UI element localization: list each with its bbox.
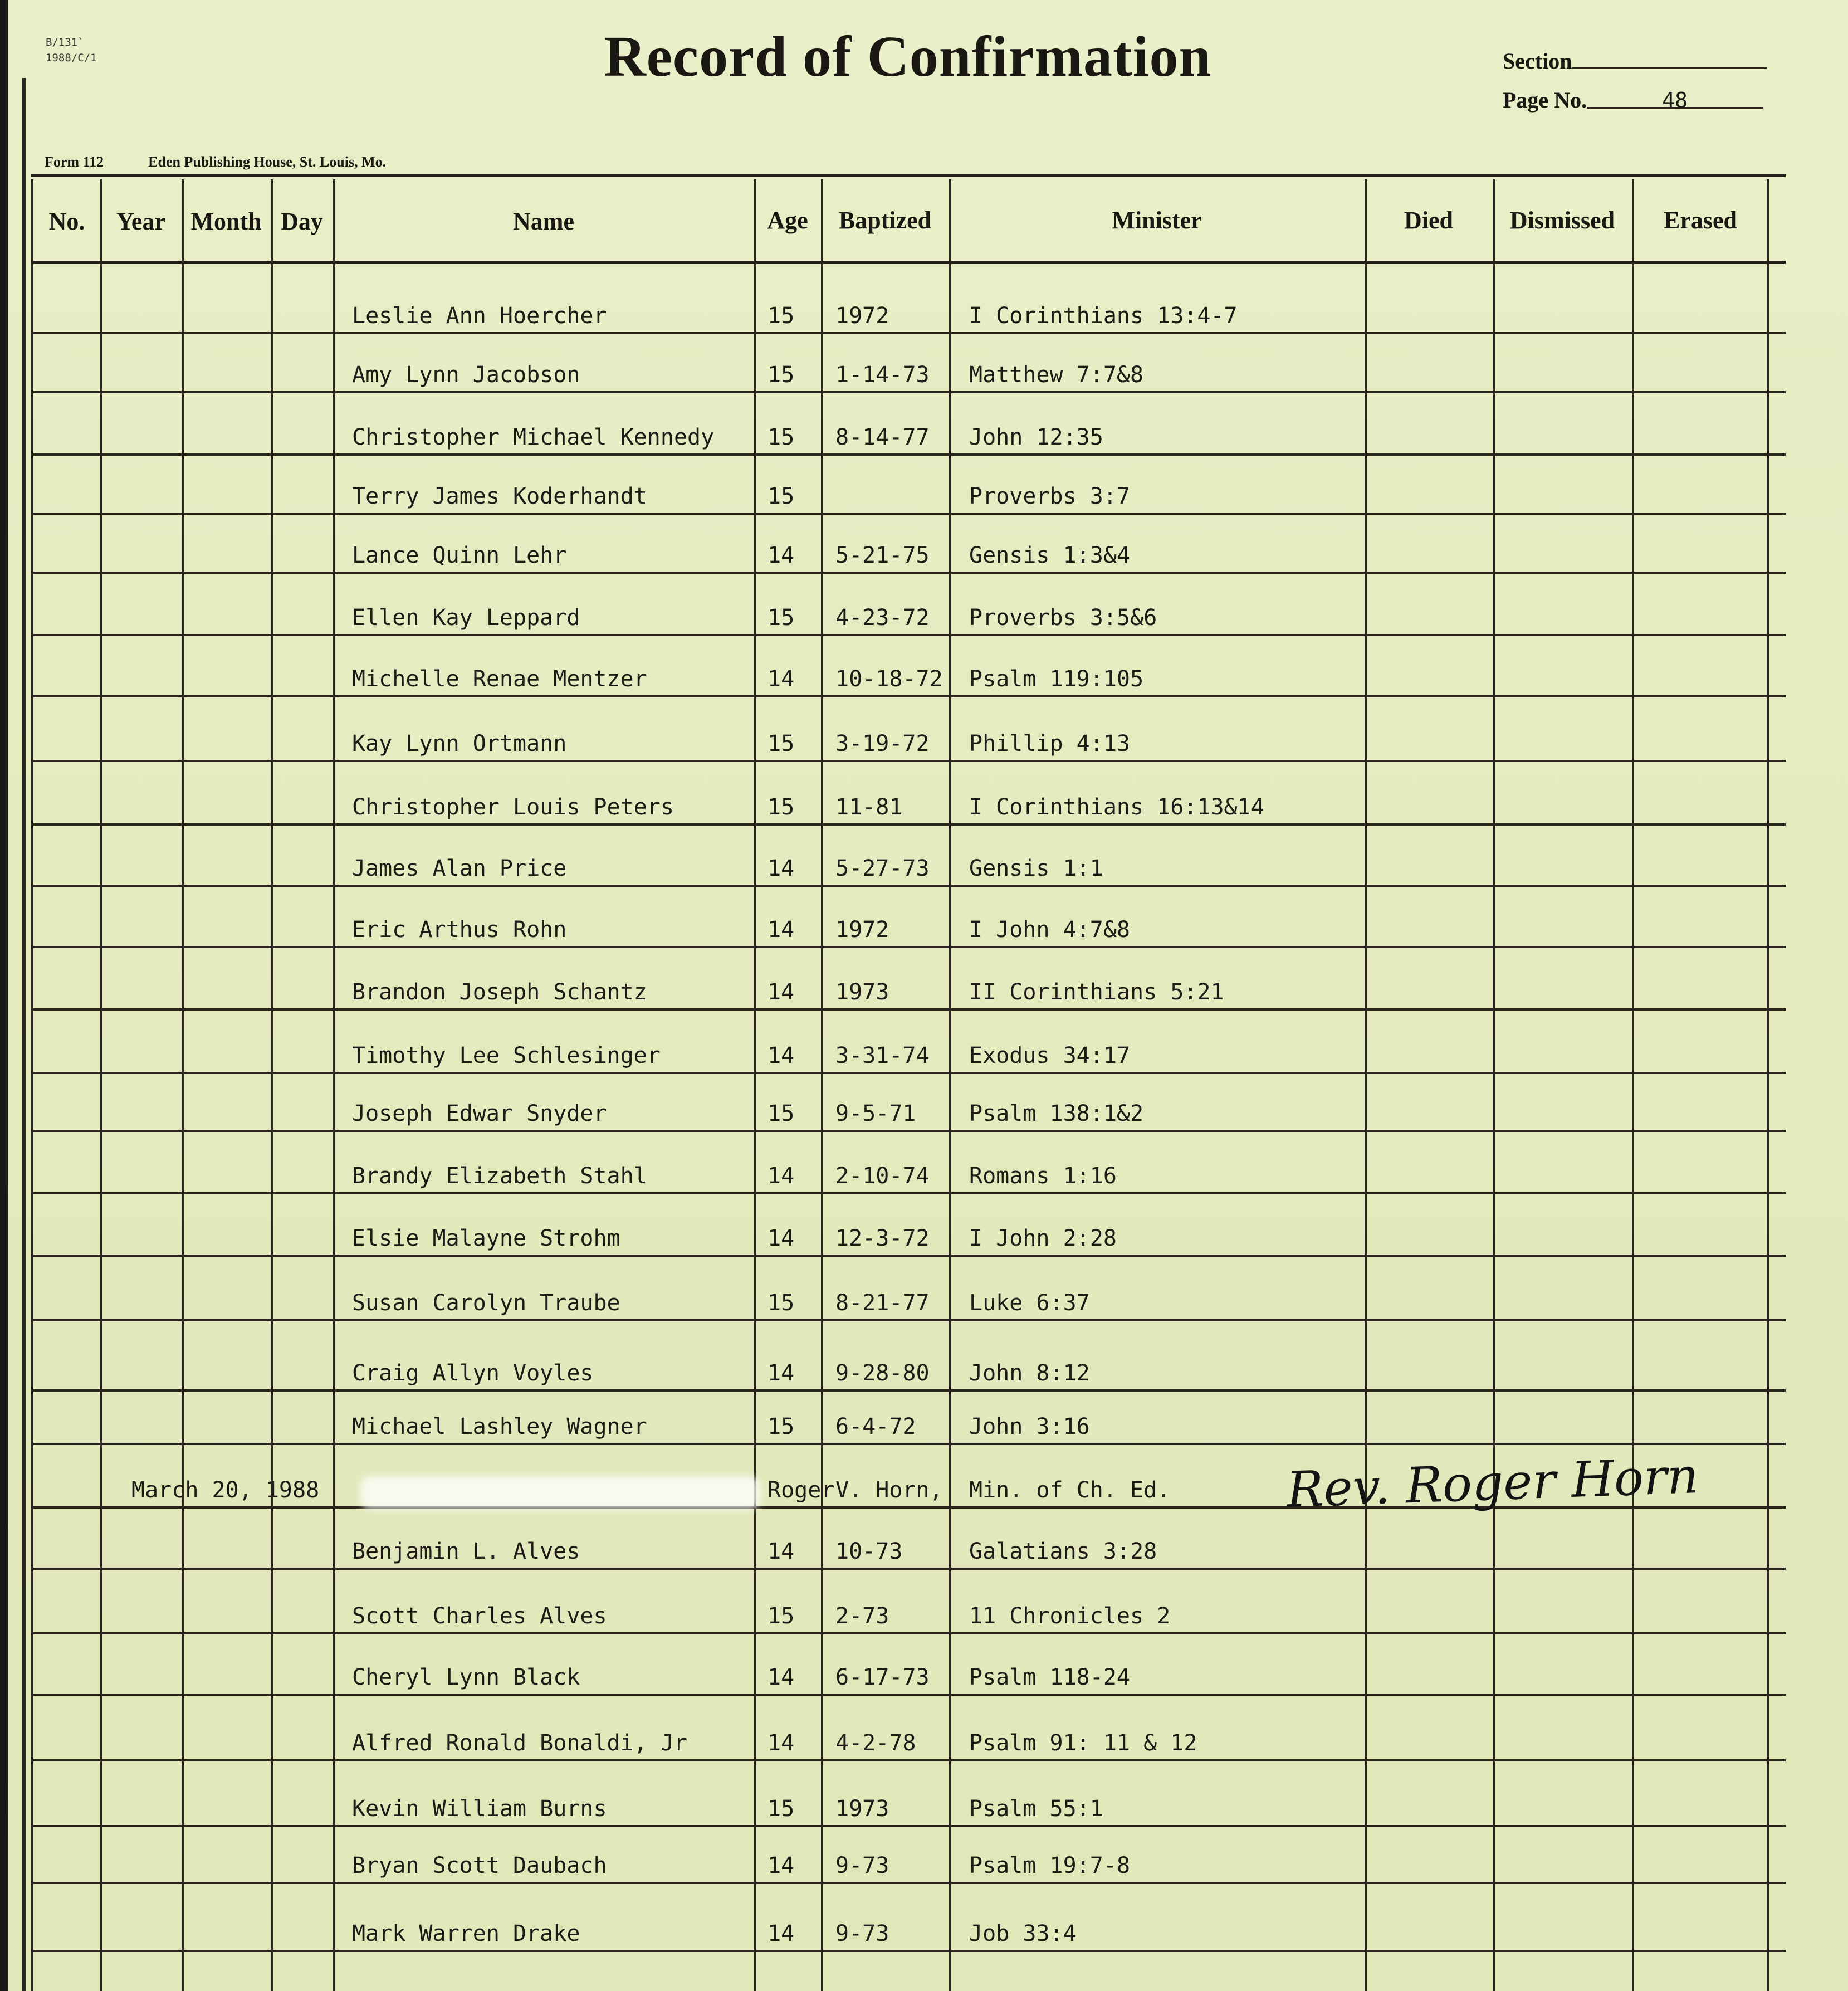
table-row (0, 1321, 1848, 1392)
confirmation-verse: Proverbs 3:5&6 (969, 605, 1157, 631)
archive-code-2: 1988/C/1 (46, 52, 97, 64)
baptism-date: 4-2-78 (835, 1730, 916, 1756)
baptism-date: 2-73 (835, 1603, 889, 1629)
confirmand-name: Leslie Ann Hoercher (352, 303, 607, 329)
table-row (0, 1827, 1848, 1884)
confirmand-name: Amy Lynn Jacobson (352, 362, 580, 388)
confirmation-verse: Psalm 91: 11 & 12 (969, 1730, 1197, 1756)
table-row (0, 1194, 1848, 1257)
baptism-date: 8-14-77 (835, 424, 930, 450)
table-row (0, 636, 1848, 697)
confirmand-name: Kay Lynn Ortmann (352, 731, 567, 757)
confirmand-age: 15 (767, 605, 795, 631)
confirmand-name: Mark Warren Drake (352, 1921, 580, 1946)
page-title: Record of Confirmation (604, 25, 1212, 89)
confirmation-verse: Gensis 1:3&4 (969, 543, 1130, 568)
confirmation-verse: Job 33:4 (969, 1921, 1077, 1946)
table-row (0, 887, 1848, 948)
confirmand-age: 15 (767, 1414, 795, 1439)
minister-signature: Rev. Roger Horn (1285, 1447, 1700, 1519)
baptism-date: 1972 (835, 303, 889, 329)
table-row (0, 1257, 1848, 1321)
confirmand-age: Roger (767, 1477, 835, 1503)
table-row (0, 1761, 1848, 1827)
form-number: Form 112 (45, 154, 104, 170)
confirmation-verse: I Corinthians 13:4-7 (969, 303, 1238, 329)
col-header-year: Year (116, 207, 165, 235)
confirmand-age: 15 (767, 362, 795, 388)
confirmation-verse: Exodus 34:17 (969, 1043, 1130, 1068)
baptism-date: 8-21-77 (835, 1290, 930, 1316)
confirmation-verse: Proverbs 3:7 (969, 484, 1130, 509)
confirmation-verse: I Corinthians 16:13&14 (969, 794, 1264, 820)
confirmation-verse: Matthew 7:7&8 (969, 362, 1144, 388)
confirmation-verse: Psalm 55:1 (969, 1796, 1103, 1822)
baptism-date: 3-31-74 (835, 1043, 930, 1068)
confirmand-name: Bryan Scott Daubach (352, 1853, 607, 1878)
baptism-date: 12-3-72 (835, 1226, 930, 1251)
table-row (0, 1392, 1848, 1445)
baptism-date: 6-17-73 (835, 1665, 930, 1690)
col-header-died: Died (1404, 207, 1453, 234)
top-rule (31, 174, 1786, 177)
confirmation-verse: 11 Chronicles 2 (969, 1603, 1171, 1629)
confirmand-name: Benjamin L. Alves (352, 1539, 580, 1564)
archive-code-1: B/131` (46, 36, 84, 48)
confirmand-name: Susan Carolyn Traube (352, 1290, 620, 1316)
confirmation-verse: I John 4:7&8 (969, 917, 1130, 943)
col-header-age: Age (767, 207, 808, 234)
table-row (0, 334, 1848, 393)
baptism-date: 11-81 (835, 794, 903, 820)
confirmand-name: Scott Charles Alves (352, 1603, 607, 1629)
confirmand-age: 14 (767, 1539, 795, 1564)
confirmand-age: 15 (767, 1290, 795, 1316)
baptism-date: 10-73 (835, 1539, 903, 1564)
confirmation-verse: John 12:35 (969, 424, 1103, 450)
confirmand-age: 15 (767, 794, 795, 820)
baptism-date: 1973 (835, 979, 889, 1005)
confirmation-verse: Psalm 138:1&2 (969, 1101, 1144, 1126)
confirmand-age: 14 (767, 1730, 795, 1756)
table-row (0, 1132, 1848, 1194)
confirmand-age: 14 (767, 1360, 795, 1386)
confirmand-name: Elsie Malayne Strohm (352, 1226, 620, 1251)
confirmand-name: Michelle Renae Mentzer (352, 666, 647, 692)
publisher: Eden Publishing House, St. Louis, Mo. (148, 154, 387, 170)
table-row (0, 948, 1848, 1011)
baptism-date: 6-4-72 (835, 1414, 916, 1439)
baptism-date: 1-14-73 (835, 362, 930, 388)
col-header-month: Month (190, 207, 262, 235)
confirmand-name: Alfred Ronald Bonaldi, Jr (352, 1730, 688, 1756)
table-row (0, 574, 1848, 636)
confirmation-verse: Min. of Ch. Ed. (969, 1477, 1171, 1503)
baptism-date: V. Horn, (835, 1477, 943, 1503)
confirmand-name: Eric Arthus Rohn (352, 917, 567, 943)
confirmand-age: 15 (767, 1603, 795, 1629)
baptism-date: 3-19-72 (835, 731, 930, 757)
baptism-date: 9-73 (835, 1853, 889, 1878)
table-row (0, 1570, 1848, 1634)
baptism-date: 9-73 (835, 1921, 889, 1946)
confirmation-verse: John 8:12 (969, 1360, 1090, 1386)
baptism-date: 5-21-75 (835, 543, 930, 568)
confirmation-verse: Psalm 119:105 (969, 666, 1144, 692)
table-row (0, 697, 1848, 762)
confirmand-age: 15 (767, 731, 795, 757)
confirmand-age: 14 (767, 1921, 795, 1946)
table-row (0, 1884, 1848, 1952)
confirmation-date: March 20, 1988 (131, 1477, 320, 1503)
confirmand-age: 14 (767, 979, 795, 1005)
confirmand-age: 15 (767, 1101, 795, 1126)
confirmation-verse: Psalm 19:7-8 (969, 1853, 1130, 1878)
confirmand-name: Lance Quinn Lehr (352, 543, 567, 568)
confirmand-age: 14 (767, 666, 795, 692)
confirmand-name: Brandon Joseph Schantz (352, 979, 647, 1005)
table-row (0, 1509, 1848, 1570)
confirmand-name: Cheryl Lynn Black (352, 1665, 580, 1690)
confirmation-verse: II Corinthians 5:21 (969, 979, 1224, 1005)
col-header-minister: Minister (1112, 207, 1202, 234)
section-value (1572, 48, 1767, 69)
confirmand-age: 15 (767, 484, 795, 509)
table-row (0, 264, 1848, 334)
archive-reference (46, 35, 97, 66)
table-row (0, 393, 1848, 456)
baptism-date: 4-23-72 (835, 605, 930, 631)
table-row (0, 1074, 1848, 1132)
confirmation-verse: Gensis 1:1 (969, 856, 1103, 881)
table-header (0, 179, 1848, 263)
table-row (0, 762, 1848, 826)
confirmation-verse: Luke 6:37 (969, 1290, 1090, 1316)
confirmand-name: Ellen Kay Leppard (352, 605, 580, 631)
baptism-date: 5-27-73 (835, 856, 930, 881)
baptism-date: 2-10-74 (835, 1163, 930, 1189)
col-header-dismissed: Dismissed (1509, 207, 1615, 234)
confirmand-name: Craig Allyn Voyles (352, 1360, 594, 1386)
erased-smudge (360, 1476, 761, 1510)
page-number-label: Page No. (1503, 87, 1587, 113)
confirmand-age: 14 (767, 1163, 795, 1189)
confirmation-verse: John 3:16 (969, 1414, 1090, 1439)
confirmand-age: 14 (767, 1665, 795, 1690)
table-row (0, 456, 1848, 515)
table-row (0, 1011, 1848, 1074)
confirmand-age: 14 (767, 856, 795, 881)
confirmand-age: 14 (767, 543, 795, 568)
baptism-date: 9-28-80 (835, 1360, 930, 1386)
col-header-erased: Erased (1664, 207, 1737, 234)
section-label: Section (1503, 48, 1572, 74)
col-header-day: Day (281, 207, 323, 235)
table-row (0, 1696, 1848, 1761)
table-row (0, 1634, 1848, 1696)
confirmand-name: Terry James Koderhandt (352, 484, 647, 509)
page-number-value: 48 (1587, 88, 1763, 109)
section-field (1503, 48, 1767, 74)
col-header-no: No. (48, 207, 85, 235)
col-header-name: Name (513, 207, 574, 235)
confirmand-name: Joseph Edwar Snyder (352, 1101, 607, 1126)
confirmation-verse: I John 2:28 (969, 1226, 1117, 1251)
table-row (0, 826, 1848, 887)
confirmation-verse: Phillip 4:13 (969, 731, 1130, 757)
table-row (0, 515, 1848, 574)
confirmand-age: 14 (767, 1043, 795, 1068)
confirmation-verse: Galatians 3:28 (969, 1539, 1157, 1564)
confirmand-name: Timothy Lee Schlesinger (352, 1043, 661, 1068)
table-row (0, 1952, 1848, 1991)
baptism-date: 10-18-72 (835, 666, 943, 692)
col-header-baptized: Baptized (838, 207, 932, 234)
baptism-date: 1973 (835, 1796, 889, 1822)
confirmand-age: 14 (767, 1853, 795, 1878)
confirmand-name: Christopher Michael Kennedy (352, 424, 715, 450)
confirmand-name: James Alan Price (352, 856, 567, 881)
confirmand-age: 15 (767, 303, 795, 329)
confirmand-age: 14 (767, 1226, 795, 1251)
confirmand-age: 14 (767, 917, 795, 943)
form-info (45, 154, 386, 170)
page-number-field (1503, 87, 1763, 113)
confirmand-age: 15 (767, 424, 795, 450)
confirmand-name: Michael Lashley Wagner (352, 1414, 647, 1439)
confirmation-verse: Romans 1:16 (969, 1163, 1117, 1189)
baptism-date: 9-5-71 (835, 1101, 916, 1126)
confirmand-name: Kevin William Burns (352, 1796, 607, 1822)
confirmand-name: Christopher Louis Peters (352, 794, 674, 820)
confirmand-name: Brandy Elizabeth Stahl (352, 1163, 647, 1189)
baptism-date: 1972 (835, 917, 889, 943)
confirmation-verse: Psalm 118-24 (969, 1665, 1130, 1690)
confirmand-age: 15 (767, 1796, 795, 1822)
